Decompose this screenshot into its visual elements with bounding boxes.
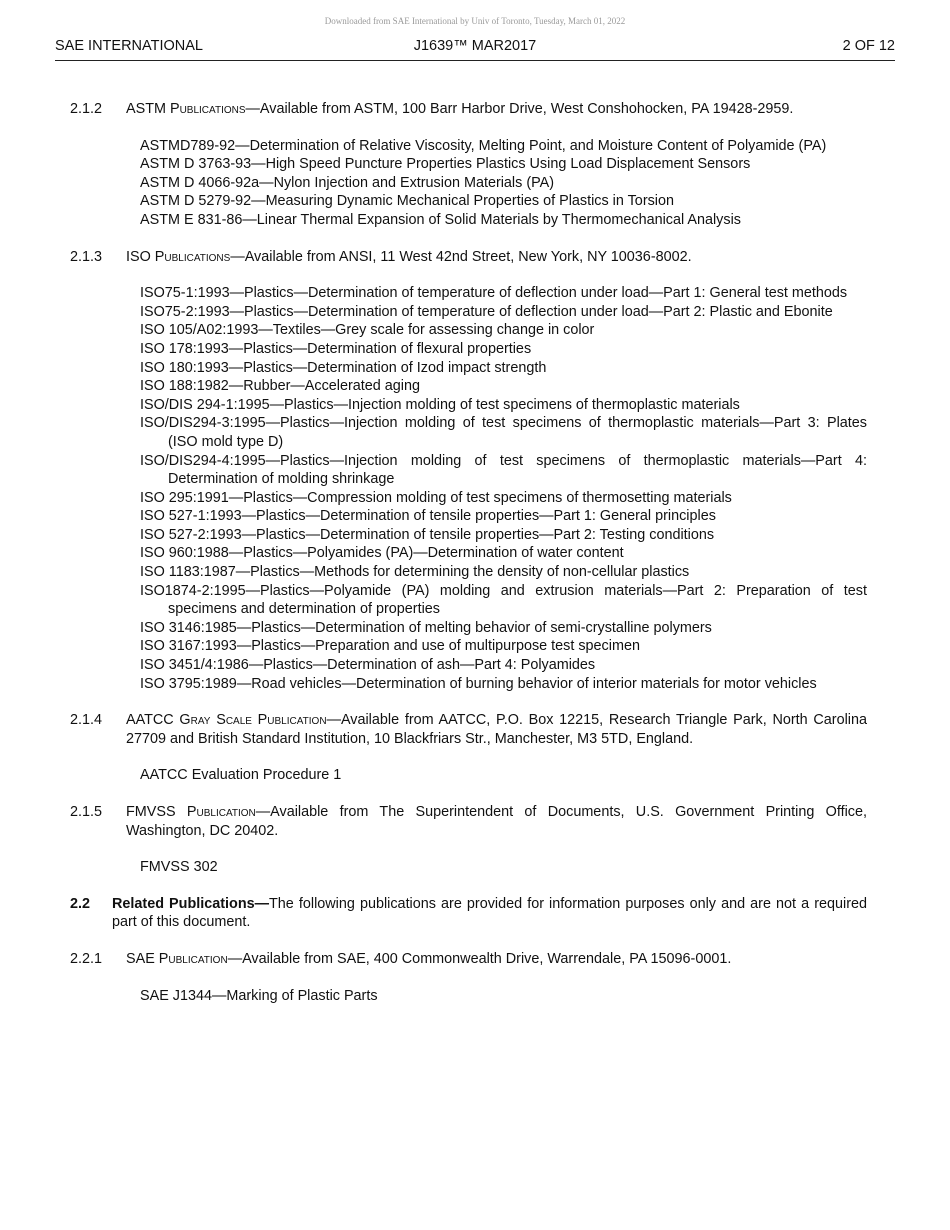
- reference-item: ISO 3451/4:1986—Plastics—Determination of ash—Part 4: Polyamides: [140, 657, 596, 674]
- section-text: —Available from AATCC, P.O. Box 12215, Research Triangle Park, North Carolina 27709 and British Standard Institution, 10 Blackfriars Str., Manchester, M3 5TD, England.: [126, 712, 867, 747]
- reference-item: ISO 3167:1993—Plastics—Preparation and use of multipurpose test specimen: [140, 638, 640, 655]
- section-title: ASTM Publications: [126, 101, 246, 117]
- reference-item: ISO 178:1993—Plastics—Determination of flexural properties: [140, 340, 532, 357]
- section-text: —Available from ASTM, 100 Barr Harbor Drive, West Conshohocken, PA 19428-2959.: [245, 101, 794, 117]
- section-number: 2.1.4: [70, 712, 103, 729]
- section-title: AATCC Gray Scale Publication: [126, 712, 327, 729]
- reference-item: ISO/DIS294-4:1995—Plastics—Injection molding of test specimens of thermoplastic materials—Part 4: Determination of molding shrinkage: [140, 452, 867, 488]
- section-title: SAE Publication: [126, 950, 228, 967]
- reference-item: ISO/DIS 294-1:1995—Plastics—Injection molding of test specimens of thermoplastic materials: [140, 396, 740, 413]
- document-body: [70, 100, 867, 1005]
- section-2-1-2: [70, 100, 867, 119]
- reference-item: ISO 527-1:1993—Plastics—Determination of tensile properties—Part 1: General principles: [140, 508, 716, 525]
- reference-item: AATCC Evaluation Procedure 1: [140, 767, 342, 784]
- reference-item: ISO 180:1993—Plastics—Determination of Izod impact strength: [140, 359, 547, 376]
- sae-reference-list: [70, 987, 867, 1006]
- reference-item: ISO75-1:1993—Plastics—Determination of temperature of deflection under load—Part 1: General test methods: [140, 285, 848, 302]
- reference-item: ASTMD789-92—Determination of Relative Viscosity, Melting Point, and Moisture Content of Polyamide (PA): [140, 137, 827, 154]
- reference-item: ISO 527-2:1993—Plastics—Determination of tensile properties—Part 2: Testing conditions: [140, 526, 715, 543]
- reference-item: ISO 188:1982—Rubber—Accelerated aging: [140, 378, 420, 395]
- section-text: The following publications are provided for information purposes only and are not a required part of this document.: [112, 895, 867, 931]
- reference-item: ASTM E 831-86—Linear Thermal Expansion of Solid Materials by Thermomechanical Analysis: [140, 211, 741, 228]
- section-title: Related Publications—: [112, 895, 270, 912]
- reference-item: FMVSS 302: [140, 859, 218, 876]
- page-header: [55, 38, 895, 61]
- section-2-1-3: [70, 248, 867, 267]
- iso-reference-list: [70, 284, 867, 693]
- header-page-number: 2 OF 12: [842, 38, 895, 54]
- aatcc-reference-list: [70, 766, 867, 785]
- reference-item: ISO 3795:1989—Road vehicles—Determination of burning behavior of interior materials for motor vehicles: [140, 675, 817, 692]
- fmvss-reference-list: [70, 858, 867, 877]
- reference-item: ISO/DIS294-3:1995—Plastics—Injection molding of test specimens of thermoplastic materials—Part 3: Plates (ISO mold type D): [140, 415, 867, 450]
- reference-item: ISO1874-2:1995—Plastics—Polyamide (PA) molding and extrusion materials—Part 2: Preparation of test specimens and determination of properties: [140, 582, 867, 618]
- reference-item: SAE J1344—Marking of Plastic Parts: [140, 987, 378, 1004]
- section-2-1-5: [70, 803, 867, 840]
- reference-item: ASTM D 4066-92a—Nylon Injection and Extrusion Materials (PA): [140, 174, 555, 191]
- reference-item: ISO 1183:1987—Plastics—Methods for determining the density of non-cellular plastics: [140, 564, 690, 581]
- section-text: —Available from The Superintendent of Documents, U.S. Government Printing Office, Washington, DC 20402.: [126, 804, 867, 839]
- section-number: 2.2.1: [70, 950, 103, 967]
- header-document-id: J1639™ MAR2017: [413, 38, 537, 54]
- section-number: 2.1.3: [70, 248, 103, 265]
- reference-item: ISO 105/A02:1993—Textiles—Grey scale for assessing change in color: [140, 322, 595, 339]
- section-number: 2.1.5: [70, 804, 103, 820]
- section-text: —Available from ANSI, 11 West 42nd Street, New York, NY 10036-8002.: [230, 248, 692, 265]
- reference-item: ISO75-2:1993—Plastics—Determination of temperature of deflection under load—Part 2: Plastic and Ebonite: [140, 303, 833, 320]
- section-title: ISO Publications: [126, 248, 231, 265]
- section-text: —Available from SAE, 400 Commonwealth Drive, Warrendale, PA 15096-0001.: [227, 950, 732, 967]
- reference-item: ISO 3146:1985—Plastics—Determination of melting behavior of semi-crystalline polymers: [140, 619, 712, 636]
- section-number: 2.1.2: [70, 101, 103, 117]
- reference-item: ISO 960:1988—Plastics—Polyamides (PA)—Determination of water content: [140, 545, 624, 562]
- section-number: 2.2: [70, 895, 91, 912]
- section-title: FMVSS Publication: [126, 804, 256, 820]
- section-2-1-4: [70, 711, 867, 748]
- section-2-2: [70, 895, 867, 932]
- header-publisher: SAE INTERNATIONAL: [55, 38, 203, 54]
- download-watermark: Downloaded from SAE International by Univ of Toronto, Tuesday, March 01, 2022: [324, 16, 626, 26]
- reference-item: ASTM D 3763-93—High Speed Puncture Properties Plastics Using Load Displacement Sensors: [140, 156, 751, 173]
- reference-item: ISO 295:1991—Plastics—Compression molding of test specimens of thermosetting materials: [140, 489, 732, 506]
- reference-item: ASTM D 5279-92—Measuring Dynamic Mechanical Properties of Plastics in Torsion: [140, 193, 675, 210]
- astm-reference-list: [70, 137, 867, 230]
- section-2-2-1: [70, 950, 867, 969]
